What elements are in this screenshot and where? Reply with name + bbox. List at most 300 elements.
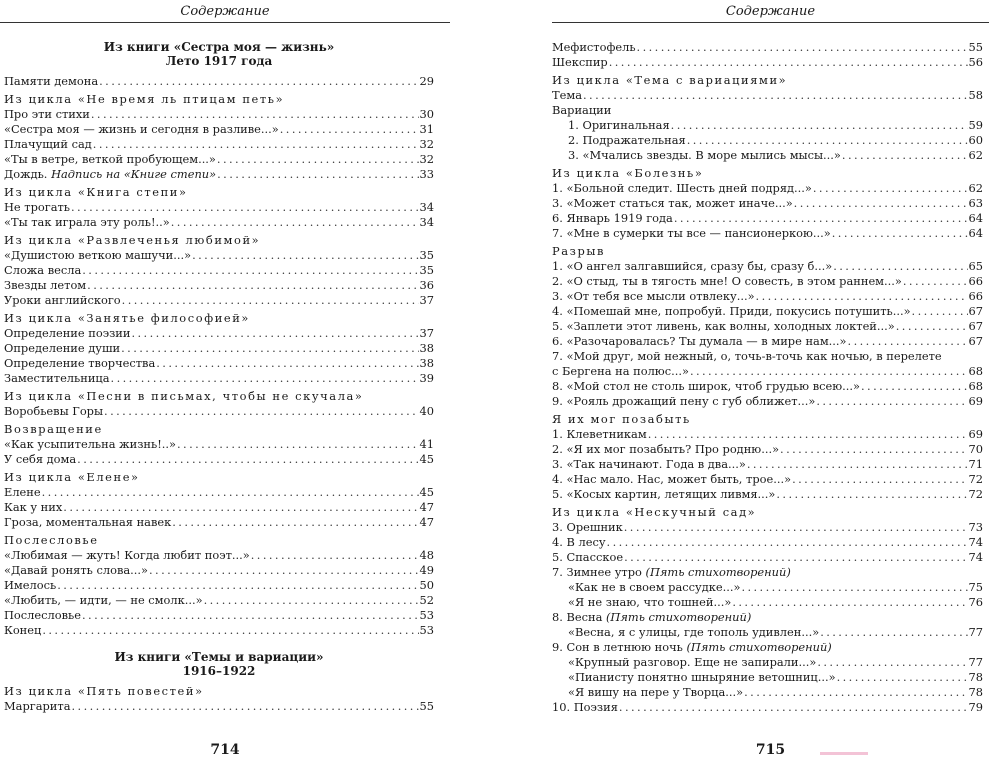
- entry-page: 35: [419, 263, 434, 277]
- dot-leader: [217, 167, 418, 182]
- dot-leader: [122, 293, 419, 308]
- entry-page: 69: [968, 427, 983, 441]
- toc-entry: [4, 608, 434, 623]
- toc-entry: [552, 520, 983, 535]
- entry-page: 62: [968, 148, 983, 162]
- book-heading: [4, 650, 434, 678]
- entry-page: 72: [968, 487, 983, 501]
- toc-entry: [552, 226, 983, 241]
- entry-title: «Ты так играла эту роль!..»: [4, 215, 170, 229]
- entry-page: 32: [419, 137, 434, 151]
- entry-page: 68: [968, 364, 983, 378]
- dot-leader: [820, 625, 967, 640]
- entry-page: 62: [968, 181, 983, 195]
- entry-title: Воробьевы Горы: [4, 404, 104, 418]
- entry-page: 47: [419, 500, 434, 514]
- entry-title: «Сестра моя — жизнь и сегодня в разливе...»: [4, 122, 279, 136]
- toc-entry: [552, 211, 983, 226]
- entry-page: 66: [968, 289, 983, 303]
- toc-entry: [552, 196, 983, 211]
- toc-entry: [4, 593, 434, 608]
- entry-title: Сложа весла: [4, 263, 82, 277]
- dot-leader: [77, 452, 418, 467]
- entry-title: Тема: [552, 88, 582, 102]
- toc-entry: [552, 442, 983, 457]
- dot-leader: [57, 578, 418, 593]
- dot-leader: [42, 485, 419, 500]
- entry-page: 58: [968, 88, 983, 102]
- entry-page: 40: [419, 404, 434, 418]
- entry-title: Звезды летом: [4, 278, 87, 292]
- entry-title: 9. «Рояль дрожащий пену с губ оближет...»: [552, 394, 816, 408]
- running-header: Содержание: [180, 4, 270, 19]
- dot-leader: [816, 394, 967, 409]
- dot-leader: [861, 379, 968, 394]
- cycle-heading: Из цикла «Книга степи»: [4, 185, 188, 199]
- entry-title: Как у них: [4, 500, 63, 514]
- entry-page: 47: [419, 515, 434, 529]
- entry-page: 67: [968, 304, 983, 318]
- toc-entry: [4, 515, 434, 530]
- entry-title: с Бергена на полюс...»: [552, 364, 689, 378]
- entry-title: 1. «Больной следит. Шесть дней подряд...»: [552, 181, 812, 195]
- dot-leader: [690, 364, 968, 379]
- book-title: Из книги «Сестра моя — жизнь»: [103, 40, 335, 54]
- dot-leader: [619, 700, 968, 715]
- entry-title: 10. Поэзия: [552, 700, 618, 714]
- entry-title: 7. Зимнее утро (Пять стихотворений): [552, 565, 791, 579]
- cycle-heading: Из цикла «Пять повестей»: [4, 684, 204, 698]
- entry-page: 74: [968, 535, 983, 549]
- entry-page: 37: [419, 326, 434, 340]
- entry-title: Мефистофель: [552, 40, 636, 54]
- entry-title-italic: (Пять стихотворений): [605, 610, 752, 624]
- entry-page: 64: [968, 226, 983, 240]
- entry-page: 34: [419, 200, 434, 214]
- entry-title: 2. «Я их мог позабыть? Про родню...»: [552, 442, 780, 456]
- toc-entry: [4, 248, 434, 263]
- toc-entry: [552, 394, 983, 409]
- dot-leader: [674, 211, 968, 226]
- dot-leader: [104, 404, 418, 419]
- toc-entry: [4, 326, 434, 341]
- entry-page: 77: [968, 655, 983, 669]
- entry-page: 35: [419, 248, 434, 262]
- dot-leader: [794, 196, 968, 211]
- toc-entry: [552, 40, 983, 55]
- entry-title: 5. «Заплети этот ливень, как волны, холодных локтей...»: [552, 319, 895, 333]
- dot-leader: [121, 341, 418, 356]
- dot-leader: [204, 593, 419, 608]
- toc-entry: [4, 215, 434, 230]
- dot-leader: [648, 427, 968, 442]
- toc-entry: [4, 341, 434, 356]
- entry-page: 75: [968, 580, 983, 594]
- entry-page: 53: [419, 608, 434, 622]
- entry-page: 63: [968, 196, 983, 210]
- cycle-heading: Послесловье: [4, 533, 99, 547]
- toc-entry: [552, 457, 983, 472]
- dot-leader: [607, 535, 968, 550]
- entry-title: Дождь. Надпись на «Книге степи»: [4, 167, 217, 181]
- entry-title: Не трогать: [4, 200, 71, 214]
- toc-list: [552, 40, 983, 715]
- entry-title: «Любить, — идти, — не смолк...»: [4, 593, 203, 607]
- entry-title: Заместительница: [4, 371, 110, 385]
- dot-leader: [82, 263, 418, 278]
- entry-title: 7. «Мне в сумерки ты все — пансионеркою...»: [552, 226, 831, 240]
- entry-title: 3. Орешник: [552, 520, 623, 534]
- toc-entry: [4, 578, 434, 593]
- toc-entry: [4, 107, 434, 122]
- toc-entry: [4, 137, 434, 152]
- dot-leader: [837, 670, 968, 685]
- book-subtitle: Лето 1917 года: [165, 54, 273, 68]
- entry-title: Гроза, моментальная навек: [4, 515, 172, 529]
- dot-leader: [624, 550, 967, 565]
- entry-page: 76: [968, 595, 983, 609]
- entry-page: 45: [419, 452, 434, 466]
- entry-page: 59: [968, 118, 983, 132]
- toc-entry: [4, 278, 434, 293]
- dot-leader: [177, 437, 419, 452]
- toc-entry: [552, 670, 983, 685]
- dot-leader: [896, 319, 968, 334]
- entry-page: 71: [968, 457, 983, 471]
- entry-page: 38: [419, 341, 434, 355]
- entry-page: 77: [968, 625, 983, 639]
- entry-title: «Давай ронять слова...»: [4, 563, 148, 577]
- dot-leader: [833, 259, 967, 274]
- entry-page: 73: [968, 520, 983, 534]
- entry-title: У себя дома: [4, 452, 77, 466]
- entry-title: «Как усыпительна жизнь!..»: [4, 437, 176, 451]
- dot-leader: [131, 326, 418, 341]
- entry-title: 5. Спасское: [552, 550, 624, 564]
- toc-entry: [4, 404, 434, 419]
- toc-entry: [4, 167, 434, 182]
- toc-subheading: [552, 103, 983, 118]
- entry-title: Про эти стихи: [4, 107, 90, 121]
- toc-entry: [4, 699, 434, 714]
- cycle-heading: Из цикла «Болезнь»: [552, 166, 704, 180]
- entry-title: 1. Оригинальная: [568, 118, 670, 132]
- dot-leader: [280, 122, 419, 137]
- entry-page: 39: [419, 371, 434, 385]
- toc-entry: [4, 563, 434, 578]
- entry-page: 74: [968, 550, 983, 564]
- entry-title: 3. «Так начинают. Года в два...»: [552, 457, 746, 471]
- cycle-heading: Из цикла «Песни в письмах, чтобы не скучала»: [4, 389, 364, 403]
- entry-title: 6. Январь 1919 года: [552, 211, 673, 225]
- toc-entry: [552, 274, 983, 289]
- dot-leader: [848, 334, 968, 349]
- entry-page: 60: [968, 133, 983, 147]
- entry-title: 2. Подражательная: [568, 133, 686, 147]
- dot-leader: [217, 152, 419, 167]
- cycle-heading: Разрыв: [552, 244, 606, 258]
- entry-title: «Как не в своем рассудке...»: [568, 580, 741, 594]
- dot-leader: [93, 137, 419, 152]
- entry-title-italic: (Пять стихотворений): [645, 565, 791, 579]
- dot-leader: [792, 472, 967, 487]
- entry-page: 64: [968, 211, 983, 225]
- running-header: Содержание: [725, 4, 816, 19]
- entry-page: 30: [419, 107, 434, 121]
- entry-title: «Крупный разговор. Еще не запирали...»: [568, 655, 817, 669]
- entry-title: Определение поэзии: [4, 326, 131, 340]
- dot-leader: [583, 88, 968, 103]
- toc-entry: [552, 379, 983, 394]
- dot-leader: [780, 442, 967, 457]
- entry-title: Плачущий сад: [4, 137, 92, 151]
- dot-leader: [813, 181, 968, 196]
- toc-entry: [552, 550, 983, 565]
- entry-page: 38: [419, 356, 434, 370]
- toc-entry: [4, 485, 434, 500]
- entry-title: 3. «Может статься так, может иначе...»: [552, 196, 793, 210]
- cycle-heading: Из цикла «Развлеченья любимой»: [4, 233, 261, 247]
- entry-title: «Пианисту понятно шныряние ветошниц...»: [568, 670, 836, 684]
- toc-entry: [552, 181, 983, 196]
- dot-leader: [776, 487, 967, 502]
- entry-title: 1. Клеветникам: [552, 427, 647, 441]
- dot-leader: [111, 371, 419, 386]
- toc-entry: [4, 152, 434, 167]
- toc-entry: [4, 293, 434, 308]
- toc-list: [4, 684, 434, 714]
- entry-title: Определение души: [4, 341, 121, 355]
- toc-entry: [4, 356, 434, 371]
- entry-title: «Я вишу на пере у Творца...»: [568, 685, 744, 699]
- entry-page: 70: [968, 442, 983, 456]
- toc-entry: [4, 437, 434, 452]
- toc-entry: [4, 122, 434, 137]
- cycle-heading: Из цикла «Нескучный сад»: [552, 505, 757, 519]
- entry-title: «Любимая — жуть! Когда любит поэт...»: [4, 548, 250, 562]
- dot-leader: [82, 608, 419, 623]
- dot-leader: [609, 55, 968, 70]
- toc-entry: [552, 259, 983, 274]
- toc-entry: [4, 548, 434, 563]
- entry-page: 56: [968, 55, 983, 69]
- toc-entry: [552, 535, 983, 550]
- toc-entry: [4, 74, 434, 89]
- toc-entry: [552, 655, 983, 670]
- entry-title: 4. «Помешай мне, попробуй. Приди, покусись потушить...»: [552, 304, 911, 318]
- dot-leader: [251, 548, 419, 563]
- entry-title: «Ты в ветре, веткой пробующем...»: [4, 152, 216, 166]
- cycle-heading: Возвращение: [4, 422, 103, 436]
- toc-subheading: [552, 349, 983, 364]
- toc-content: [4, 40, 434, 714]
- entry-title: Вариации: [552, 103, 612, 117]
- toc-entry: [552, 364, 983, 379]
- toc-entry: [552, 700, 983, 715]
- book-heading: [4, 40, 434, 68]
- entry-title: Памяти демона: [4, 74, 99, 88]
- toc-entry: [552, 133, 983, 148]
- toc-entry: [552, 580, 983, 595]
- entry-title: 5. «Косых картин, летящих ливмя...»: [552, 487, 776, 501]
- cycle-heading: Из цикла «Тема с вариациями»: [552, 73, 788, 87]
- entry-page: 72: [968, 472, 983, 486]
- toc-entry: [4, 623, 434, 638]
- entry-page: 50: [419, 578, 434, 592]
- entry-title: 4. В лесу: [552, 535, 606, 549]
- toc-entry: [552, 304, 983, 319]
- dot-leader: [171, 215, 419, 230]
- entry-page: 53: [419, 623, 434, 637]
- dot-leader: [741, 580, 967, 595]
- cycle-heading: Из цикла «Не время ль птицам петь»: [4, 92, 285, 106]
- entry-title: Послесловье: [4, 608, 81, 622]
- entry-title: Имелось: [4, 578, 57, 592]
- left-page: [0, 0, 450, 759]
- entry-page: 34: [419, 215, 434, 229]
- dot-leader: [687, 133, 968, 148]
- entry-title: 8. «Мой стол не столь широк, чтоб грудью всею...»: [552, 379, 860, 393]
- header-rule: [0, 22, 450, 23]
- right-page: [552, 0, 989, 759]
- dot-leader: [903, 274, 968, 289]
- toc-content: [552, 40, 983, 715]
- entry-page: 45: [419, 485, 434, 499]
- dot-leader: [671, 118, 968, 133]
- page-number: 714: [210, 742, 240, 758]
- entry-page: 52: [419, 593, 434, 607]
- decorative-mark: [820, 752, 868, 755]
- toc-entry: [4, 200, 434, 215]
- entry-page: 79: [968, 700, 983, 714]
- entry-title: «Душистою веткою машучи...»: [4, 248, 192, 262]
- entry-page: 67: [968, 334, 983, 348]
- toc-entry: [552, 289, 983, 304]
- entry-page: 48: [419, 548, 434, 562]
- entry-title: 9. Сон в летнюю ночь (Пять стихотворений): [552, 640, 832, 654]
- entry-page: 33: [419, 167, 434, 181]
- entry-page: 78: [968, 685, 983, 699]
- dot-leader: [172, 515, 418, 530]
- toc-entry: [4, 263, 434, 278]
- dot-leader: [637, 40, 968, 55]
- book-subtitle: 1916–1922: [182, 664, 256, 678]
- entry-title: Уроки английского: [4, 293, 121, 307]
- dot-leader: [71, 699, 418, 714]
- entry-title-italic: (Пять стихотворений): [686, 640, 832, 654]
- dot-leader: [63, 500, 418, 515]
- toc-entry: [552, 625, 983, 640]
- dot-leader: [744, 685, 967, 700]
- toc-entry: [552, 427, 983, 442]
- cycle-heading: Из цикла «Занятье философией»: [4, 311, 250, 325]
- dot-leader: [99, 74, 418, 89]
- entry-title: Определение творчества: [4, 356, 156, 370]
- toc-entry: [552, 595, 983, 610]
- dot-leader: [42, 623, 418, 638]
- toc-entry: [4, 371, 434, 386]
- entry-title: «Весна, я с улицы, где тополь удивлен...»: [568, 625, 820, 639]
- toc-entry: [552, 472, 983, 487]
- dot-leader: [912, 304, 968, 319]
- toc-entry: [552, 118, 983, 133]
- cycle-heading: Я их мог позабыть: [552, 412, 691, 426]
- entry-title: Маргарита: [4, 699, 71, 713]
- entry-title-italic: Надпись на «Книге степи»: [51, 167, 217, 181]
- toc-entry: [552, 319, 983, 334]
- entry-title: Елене: [4, 485, 41, 499]
- header-rule: [552, 22, 989, 23]
- entry-page: 31: [419, 122, 434, 136]
- entry-title: 3. «От тебя все мысли отвлеку...»: [552, 289, 755, 303]
- entry-title: 6. «Разочаровалась? Ты думала — в мире нам...»: [552, 334, 847, 348]
- entry-page: 55: [968, 40, 983, 54]
- entry-title: 3. «Мчались звезды. В море мылись мысы...»: [568, 148, 841, 162]
- toc-subheading: [552, 610, 983, 625]
- toc-subheading: [552, 565, 983, 580]
- dot-leader: [842, 148, 968, 163]
- entry-page: 78: [968, 670, 983, 684]
- toc-entry: [552, 685, 983, 700]
- entry-page: 49: [419, 563, 434, 577]
- dot-leader: [747, 457, 968, 472]
- entry-title: 7. «Мой друг, мой нежный, о, точь-в-точь как ночью, в перелете: [552, 349, 942, 363]
- dot-leader: [817, 655, 967, 670]
- toc-entry: [4, 452, 434, 467]
- toc-entry: [552, 55, 983, 70]
- entry-title: Шекспир: [552, 55, 608, 69]
- entry-page: 36: [419, 278, 434, 292]
- entry-page: 67: [968, 319, 983, 333]
- entry-page: 29: [419, 74, 434, 88]
- dot-leader: [732, 595, 967, 610]
- entry-title: «Я не знаю, что тошней...»: [568, 595, 732, 609]
- entry-page: 65: [968, 259, 983, 273]
- dot-leader: [192, 248, 418, 263]
- dot-leader: [87, 278, 418, 293]
- toc-list: [4, 74, 434, 638]
- dot-leader: [756, 289, 968, 304]
- cycle-heading: Из цикла «Елене»: [4, 470, 140, 484]
- toc-entry: [552, 88, 983, 103]
- entry-page: 69: [968, 394, 983, 408]
- toc-entry: [4, 500, 434, 515]
- entry-page: 66: [968, 274, 983, 288]
- entry-page: 37: [419, 293, 434, 307]
- book-title: Из книги «Темы и вариации»: [114, 650, 324, 664]
- dot-leader: [156, 356, 418, 371]
- entry-title: 1. «О ангел залгавшийся, сразу бы, сразу б...»: [552, 259, 833, 273]
- entry-title: Конец: [4, 623, 42, 637]
- entry-page: 41: [419, 437, 434, 451]
- entry-title: 4. «Нас мало. Нас, может быть, трое...»: [552, 472, 792, 486]
- entry-title: 2. «О стыд, ты в тягость мне! О совесть, в этом раннем...»: [552, 274, 902, 288]
- dot-leader: [832, 226, 968, 241]
- toc-subheading: [552, 640, 983, 655]
- entry-page: 55: [419, 699, 434, 713]
- dot-leader: [149, 563, 419, 578]
- entry-title: 8. Весна (Пять стихотворений): [552, 610, 752, 624]
- entry-page: 68: [968, 379, 983, 393]
- toc-entry: [552, 148, 983, 163]
- toc-entry: [552, 487, 983, 502]
- dot-leader: [91, 107, 419, 122]
- dot-leader: [71, 200, 418, 215]
- page-number: 715: [755, 742, 786, 758]
- dot-leader: [624, 520, 968, 535]
- entry-page: 32: [419, 152, 434, 166]
- toc-entry: [552, 334, 983, 349]
